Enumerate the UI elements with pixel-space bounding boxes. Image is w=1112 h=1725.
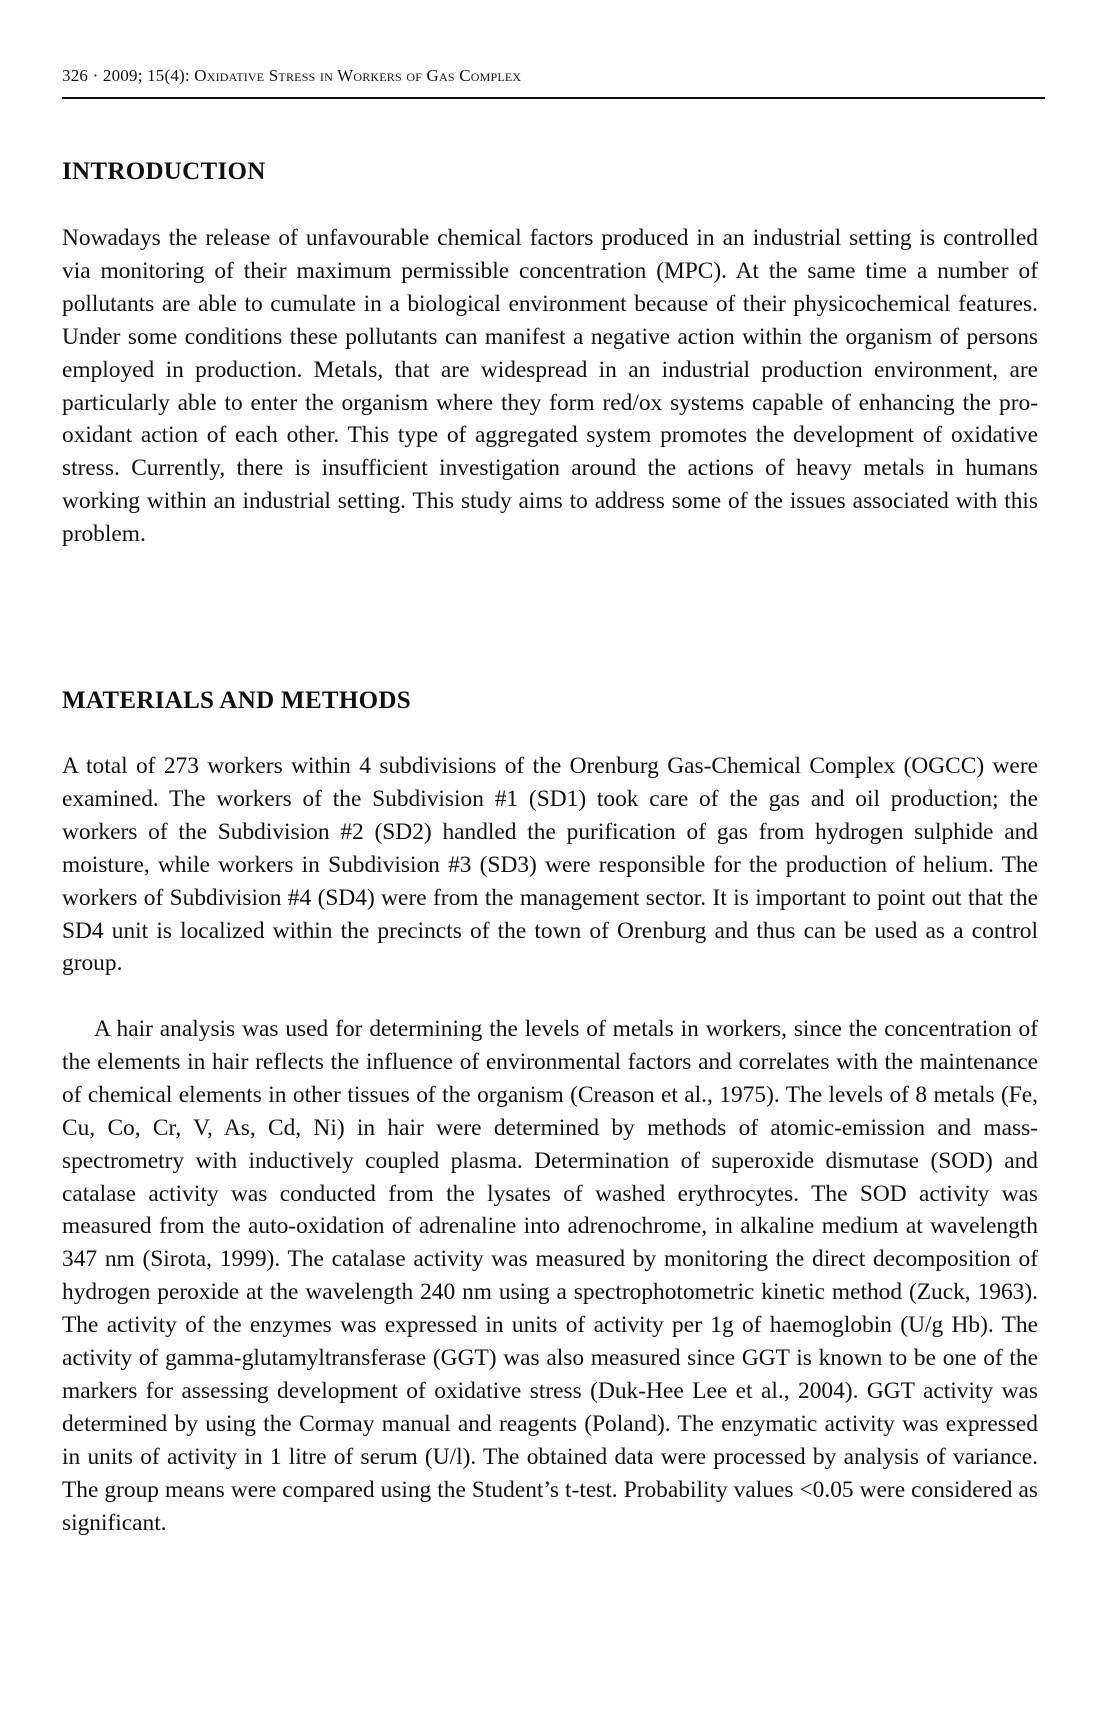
running-head: [62, 66, 1042, 86]
header-rule: [62, 97, 1045, 99]
methods-paragraph-1: A total of 273 workers within 4 subdivisions of the Orenburg Gas-Chemical Complex (OGCC) were examined. The workers of the Subdivision #1 (SD1) took care of the gas and oil production; the workers of the Subdivision #2 (SD2) handled the purification of gas from hydrogen sulphide and moisture, while workers in Subdivision #3 (SD3) were responsible for the production of helium. The workers of Subdivision #4 (SD4) were from the management sector. It is important to point out that the SD4 unit is localized within the precincts of the town of Orenburg and thus can be used as a control group.: [62, 753, 1038, 977]
page-number: 326: [62, 66, 89, 85]
methods-paragraph-2: A hair analysis was used for determining the levels of metals in workers, since the concentration of the elements in hair reflects the influence of environmental factors and correlates with the maintenance of chemical elements in other tissues of the organism (Creason et al., 1975). The levels of 8 metals (Fe, Cu, Co, Cr, V, As, Cd, Ni) in hair were determined by methods of atomic-emission and mass-spectrometry with inductively coupled plasma. Determination of superoxide dismutase (SOD) and catalase activity was conducted from the lysates of washed erythrocytes. The SOD activity was measured from the auto-oxidation of adrenaline into adrenochrome, in alkaline medium at wavelength 347 nm (Sirota, 1999). The catalase activity was measured by monitoring the direct decomposition of hydrogen peroxide at the wavelength 240 nm using a spectrophotometric kinetic method (Zuck, 1963). The activity of the enzymes was expressed in units of activity per 1g of haemoglobin (U/g Hb). The activity of gamma-glutamyltransferase (GGT) was also measured since GGT is known to be one of the markers for assessing development of oxidative stress (Duk-Hee Lee et al., 2004). GGT activity was determined by using the Cormay manual and reagents (Poland). The enzymatic activity was expressed in units of activity in 1 litre of serum (U/l). The obtained data were processed by analysis of variance. The group means were compared using the Student’s t-test. Probability values <0.05 were considered as significant.: [62, 1016, 1038, 1536]
methods-heading: MATERIALS AND METHODS: [62, 687, 411, 714]
introduction-heading: INTRODUCTION: [62, 158, 266, 185]
introduction-paragraph: Nowadays the release of unfavourable chemical factors produced in an industrial setting is controlled via monitoring of their maximum permissible concentration (MPC). At the same time a number of pollutants are able to cumulate in a biological environment because of their physicochemical features. Under some conditions these pollutants can manifest a negative action within the organism of persons employed in production. Metals, that are widespread in an industrial production environment, are particularly able to enter the organism where they form red/ox systems capable of enhancing the pro-oxidant action of each other. This type of aggregated system promotes the development of oxidative stress. Currently, there is insufficient investigation around the actions of heavy metals in humans working within an industrial setting. This study aims to address some of the issues associated with this problem.: [62, 225, 1038, 548]
running-head-title: Oxidative Stress in Workers of Gas Complex: [194, 66, 522, 85]
journal-citation: 2009; 15(4):: [102, 66, 190, 85]
running-head-separator: ·: [92, 66, 99, 85]
